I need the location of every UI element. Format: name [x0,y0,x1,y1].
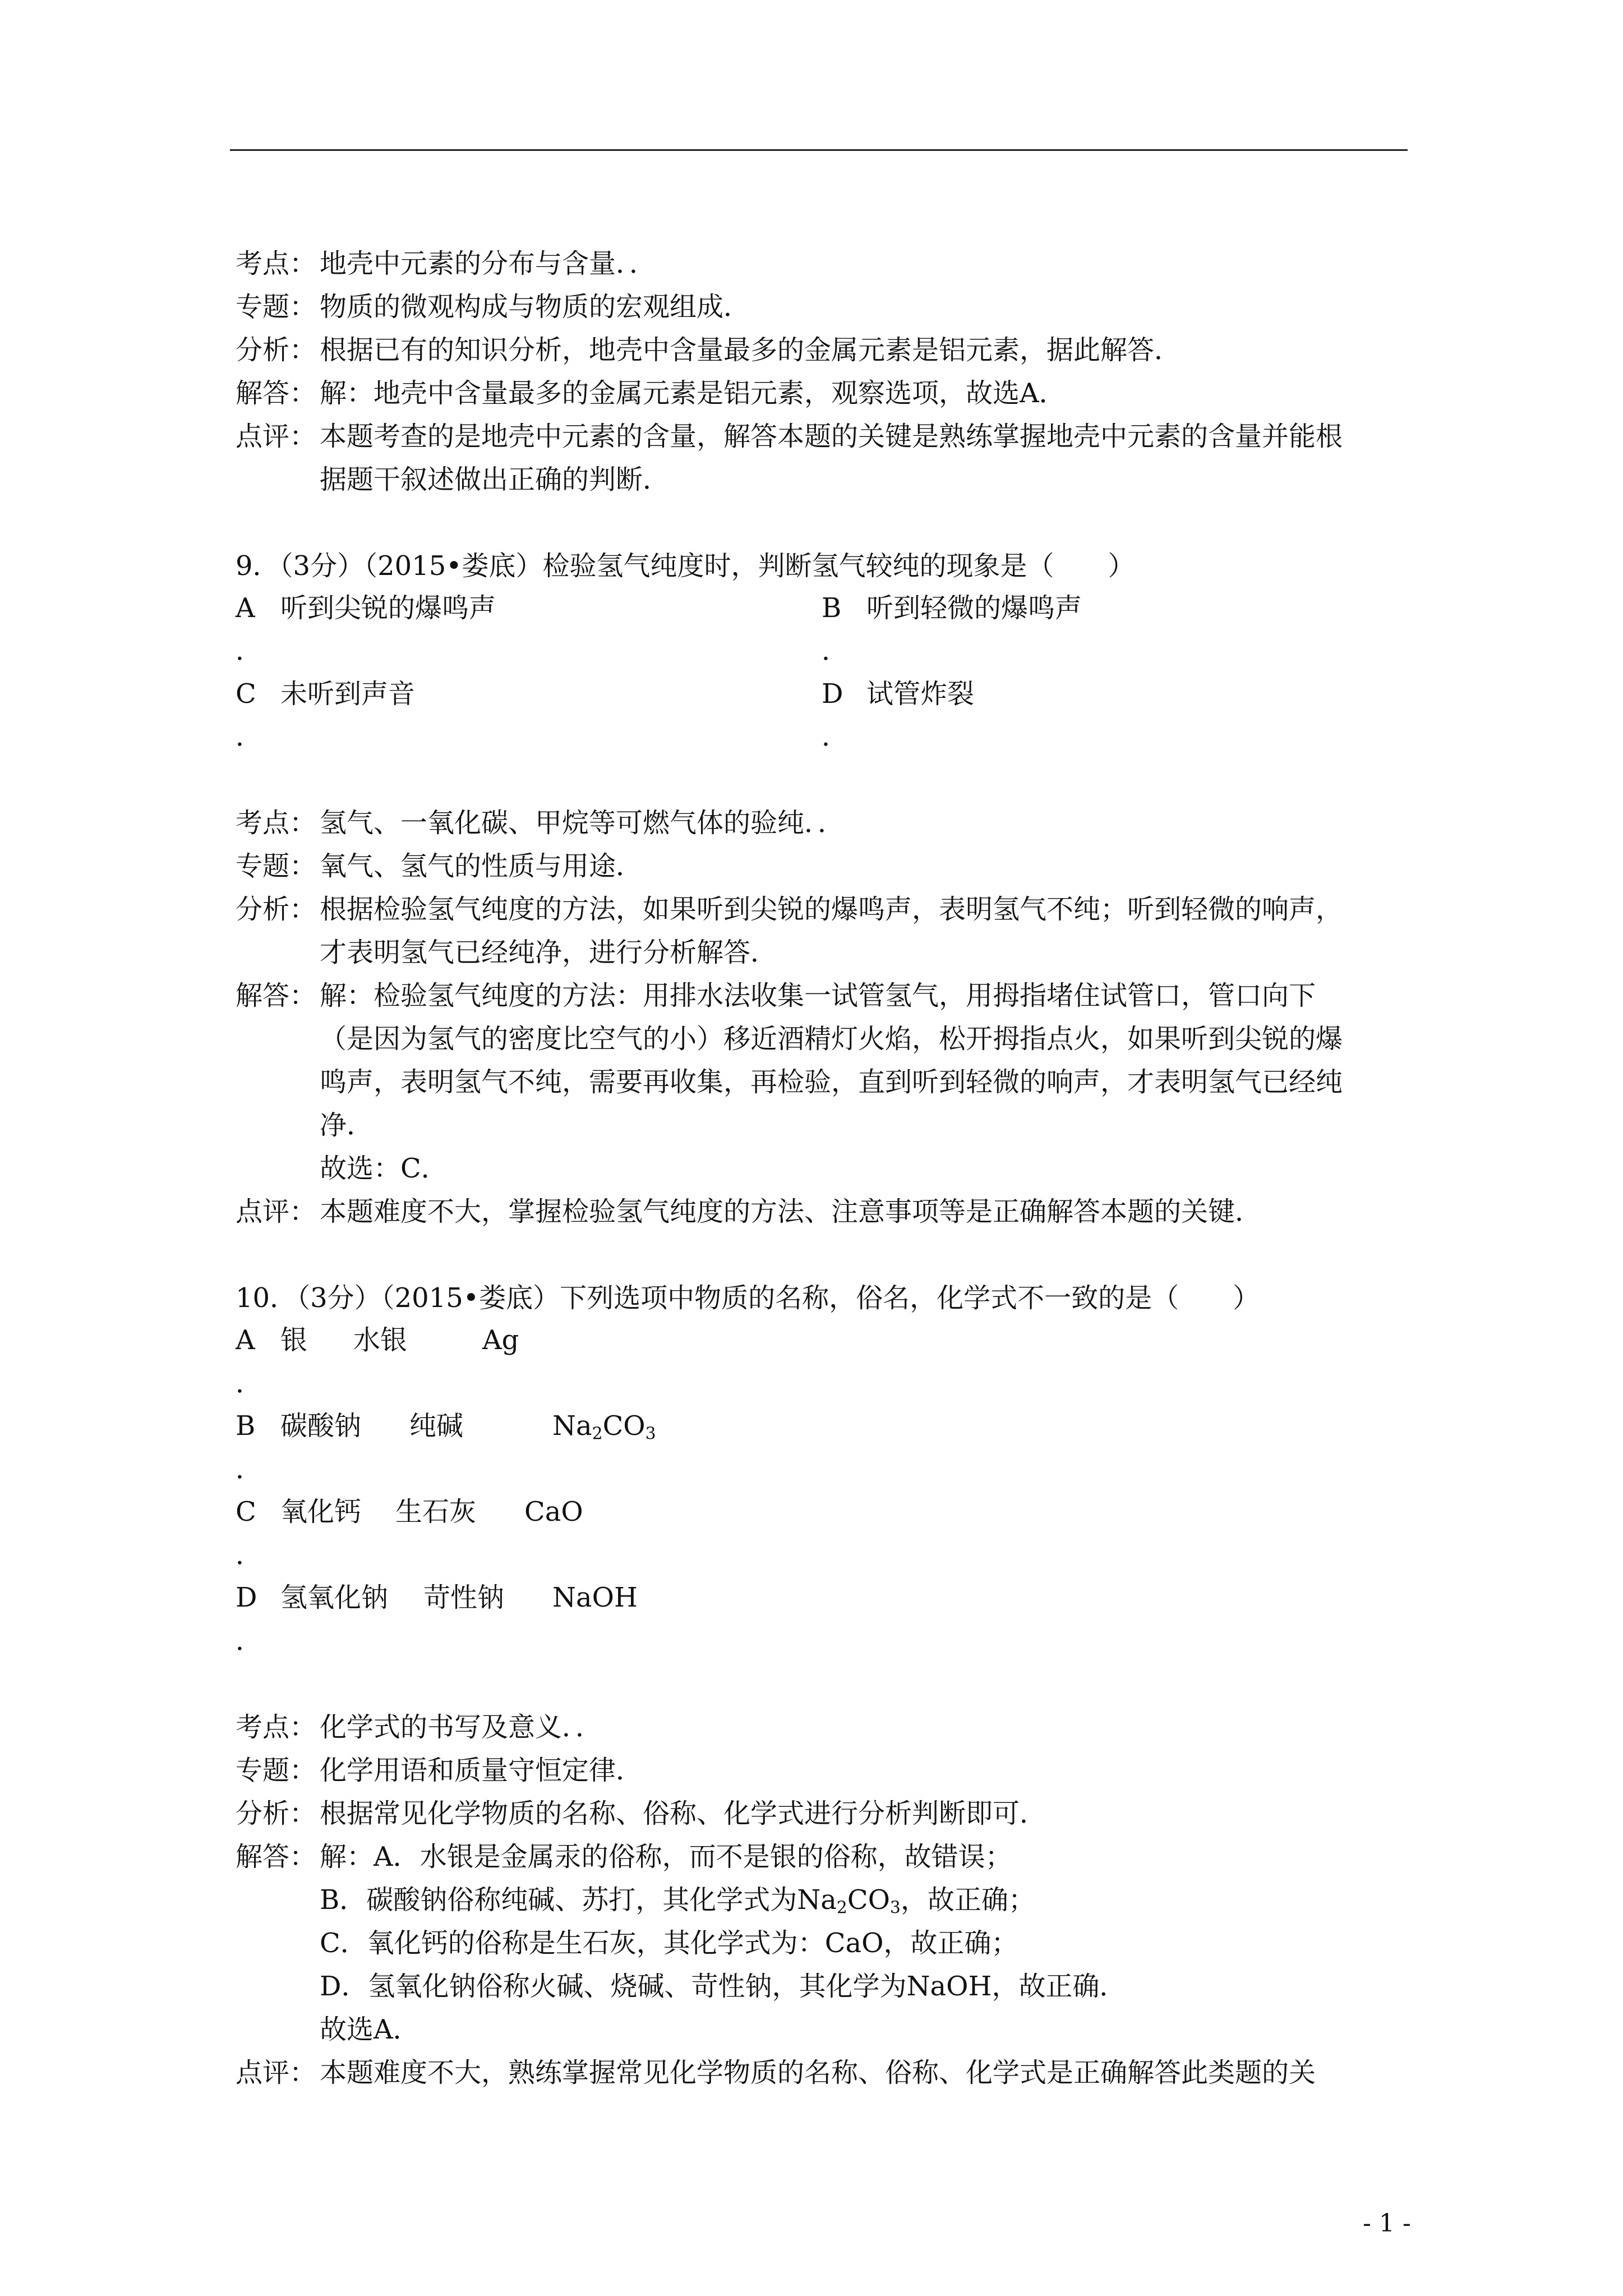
q9-option-a: A 听到尖锐的爆鸣声 [236,592,496,624]
q9-option-a-dot: ． [236,635,263,666]
fenxi-8: 分析： 根据已有的知识分析，地壳中含量最多的金属元素是铝元素，据此解答． [236,334,1182,366]
q10-option-a-dot: ． [236,1368,263,1399]
dianping-8-cont: 据题干叙述做出正确的判断． [320,464,670,495]
jieda-8: 解答： 解：地壳中含量最多的金属元素是铝元素，观察选项，故选A． [236,378,1066,409]
jieda-10-b: B．碳酸钠俗称纯碱、苏打，其化学式为$Na_2CO_3$，故正确； [320,1884,1035,1918]
jieda-9-line4: 净． [320,1110,374,1141]
q9-option-b-dot: ． [822,635,849,666]
jieda-9-answer: 故选：C． [320,1153,448,1184]
jieda-9: 解答： 解：检验氢气纯度的方法：用排水法收集一试管氢气，用拇指堵住试管口，管口向下 [236,980,1316,1011]
q10-option-d-dot: ． [236,1625,263,1657]
question-9-stem: 9．（3分）（2015•娄底）检验氢气纯度时，判断氢气较纯的现象是（ ） [236,550,1135,582]
zhuanti-10: 专题： 化学用语和质量守恒定律． [236,1755,643,1786]
kaodian-8: 考点： 地壳中元素的分布与含量．． [236,248,657,279]
q9-option-c-dot: ． [236,721,263,752]
kaodian-9: 考点： 氢气、一氧化碳、甲烷等可燃气体的验纯．． [236,807,845,839]
fenxi-9: 分析： 根据检验氢气纯度的方法，如果听到尖锐的爆鸣声，表明氢气不纯；听到轻微的响声， [236,894,1343,925]
q9-option-b: B 听到轻微的爆鸣声 [822,592,1082,624]
jieda-9-line3: 鸣声，表明氢气不纯，需要再收集，再检验，直到听到轻微的响声，才表明氢气已经纯 [320,1066,1343,1098]
jieda-10-answer: 故选A． [320,2014,420,2045]
dianping-8: 点评： 本题考查的是地壳中元素的含量，解答本题的关键是熟练掌握地壳中元素的含量并能根 [236,421,1343,452]
dianping-9: 点评： 本题难度不大，掌握检验氢气纯度的方法、注意事项等是正确解答本题的关键． [236,1196,1262,1227]
q10-option-d: D 氢氧化钠 苛性钠 NaOH [236,1582,638,1613]
kaodian-10: 考点： 化学式的书写及意义．． [236,1711,603,1743]
q10-option-b-dot: ． [236,1453,263,1485]
q9-option-d: D 试管炸裂 [822,678,975,710]
jieda-9-line2: （是因为氢气的密度比空气的小）移近酒精灯火焰，松开拇指点火，如果听到尖锐的爆 [320,1023,1343,1055]
dianping-10: 点评： 本题难度不大，熟练掌握常见化学物质的名称、俗称、化学式是正确解答此类题的关 [236,2057,1316,2088]
q10-option-c: C 氧化钙 生石灰 CaO [236,1496,583,1527]
q9-option-c: C 未听到声音 [236,678,416,710]
jieda-10-d: D．氢氧化钠俗称火碱、烧碱、苛性钠，其化学为NaOH，故正确． [320,1971,1127,2002]
jieda-10: 解答： 解：A．水银是金属汞的俗称，而不是银的俗称，故错误； [236,1841,1012,1872]
header-rule [230,149,1408,151]
fenxi-9-cont: 才表明氢气已经纯净，进行分析解答． [320,937,778,968]
q10-option-c-dot: ． [236,1539,263,1571]
q10-option-b-formula: $Na_2CO_3$ [552,1410,656,1444]
question-10-stem: 10．（3分）（2015•娄底）下列选项中物质的名称，俗名，化学式不一致的是（ ） [236,1282,1260,1314]
q10-option-a: A 银 水银 Ag [236,1324,519,1356]
jieda-10-c: C．氧化钙的俗称是生石灰，其化学式为：CaO，故正确； [320,1927,1018,1959]
q10-option-b: B 碳酸钠 纯碱 $Na_2CO_3$ [236,1409,656,1451]
fenxi-10: 分析： 根据常见化学物质的名称、俗称、化学式进行分析判断即可． [236,1798,1047,1829]
q9-option-d-dot: ． [822,721,849,752]
zhuanti-9: 专题： 氧气、氢气的性质与用途． [236,850,643,882]
page-number: - 1 - [1363,2209,1411,2238]
zhuanti-8: 专题： 物质的微观构成与物质的宏观组成． [236,291,751,323]
